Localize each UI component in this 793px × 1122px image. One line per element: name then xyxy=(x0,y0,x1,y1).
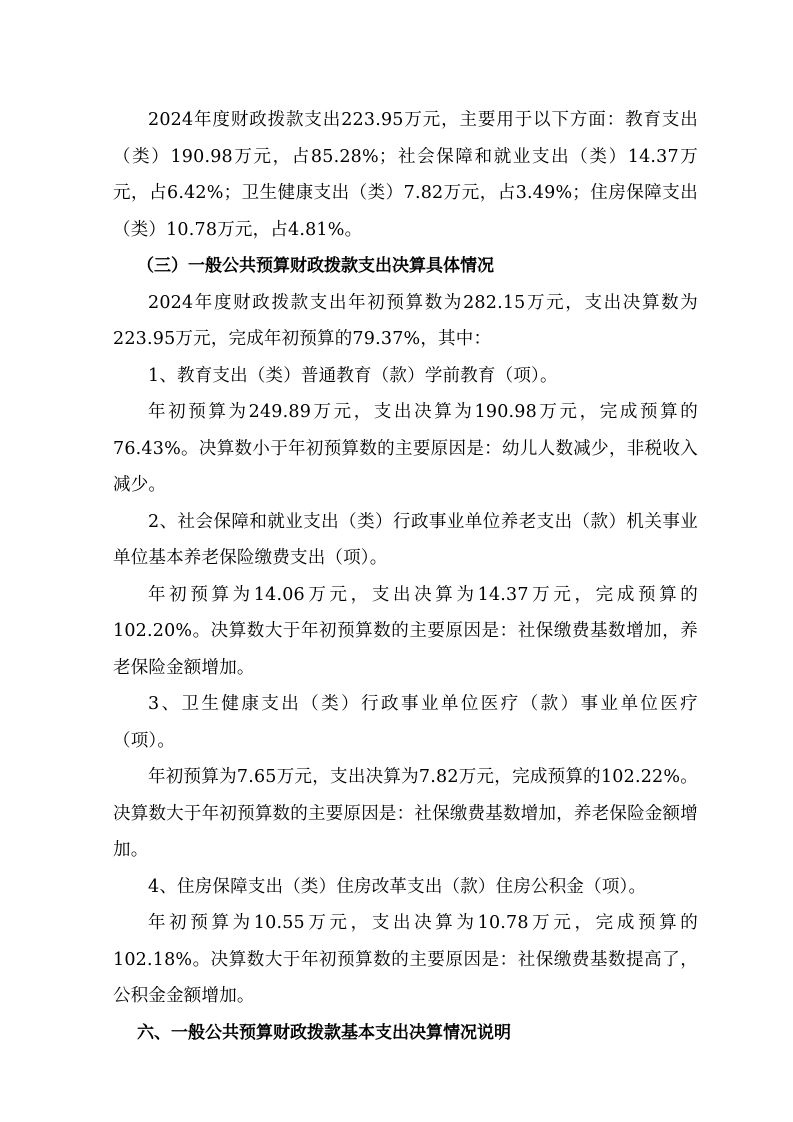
paragraph-item-3-title: 3、卫生健康支出（类）行政事业单位医疗（款）事业单位医疗（项）。 xyxy=(113,694,698,751)
paragraph-item-2-title: 2、社会保障和就业支出（类）行政事业单位养老支出（款）机关事业单位基本养老保险缴费支出（项）。 xyxy=(113,511,698,568)
paragraph-expenditure-summary: 2024年度财政拨款支出223.95万元，主要用于以下方面：教育支出（类）190.98万元，占85.28%；社会保障和就业支出（类）14.37万元，占6.42%；卫生健康支出（类）7.82万元，占3.49%；住房保障支出（类）10.78万元，占4.81%。 xyxy=(113,110,698,240)
paragraph-item-1-title: 1、教育支出（类）普通教育（款）学前教育（项）。 xyxy=(148,365,558,386)
paragraph-item-4-detail: 年初预算为10.55万元，支出决算为10.78万元，完成预算的102.18%。决算数大于年初预算数的主要原因是：社保缴费基数提高了，公积金金额增加。 xyxy=(113,913,698,1006)
paragraph-item-1-detail: 年初预算为249.89万元，支出决算为190.98万元，完成预算的76.43%。决算数小于年初预算数的主要原因是：幼儿人数减少，非税收入减少。 xyxy=(113,402,698,495)
paragraph-budget-overview: 2024年度财政拨款支出年初预算数为282.15万元，支出决算数为223.95万元，完成年初预算的79.37%，其中： xyxy=(113,292,698,349)
paragraph-item-3-detail: 年初预算为7.65万元，支出决算为7.82万元，完成预算的102.22%。决算数大于年初预算数的主要原因是：社保缴费基数增加，养老保险金额增加。 xyxy=(113,767,698,860)
document-body xyxy=(113,102,698,1051)
paragraph-item-2-detail: 年初预算为14.06万元，支出决算为14.37万元，完成预算的102.20%。决算数大于年初预算数的主要原因是：社保缴费基数增加，养老保险金额增加。 xyxy=(113,584,698,678)
paragraph-item-4-title: 4、住房保障支出（类）住房改革支出（款）住房公积金（项）。 xyxy=(148,876,647,897)
section-heading-6: 六、一般公共预算财政拨款基本支出决算情况说明 xyxy=(137,1022,511,1043)
section-heading-3: （三）一般公共预算财政拨款支出决算具体情况 xyxy=(137,256,494,276)
